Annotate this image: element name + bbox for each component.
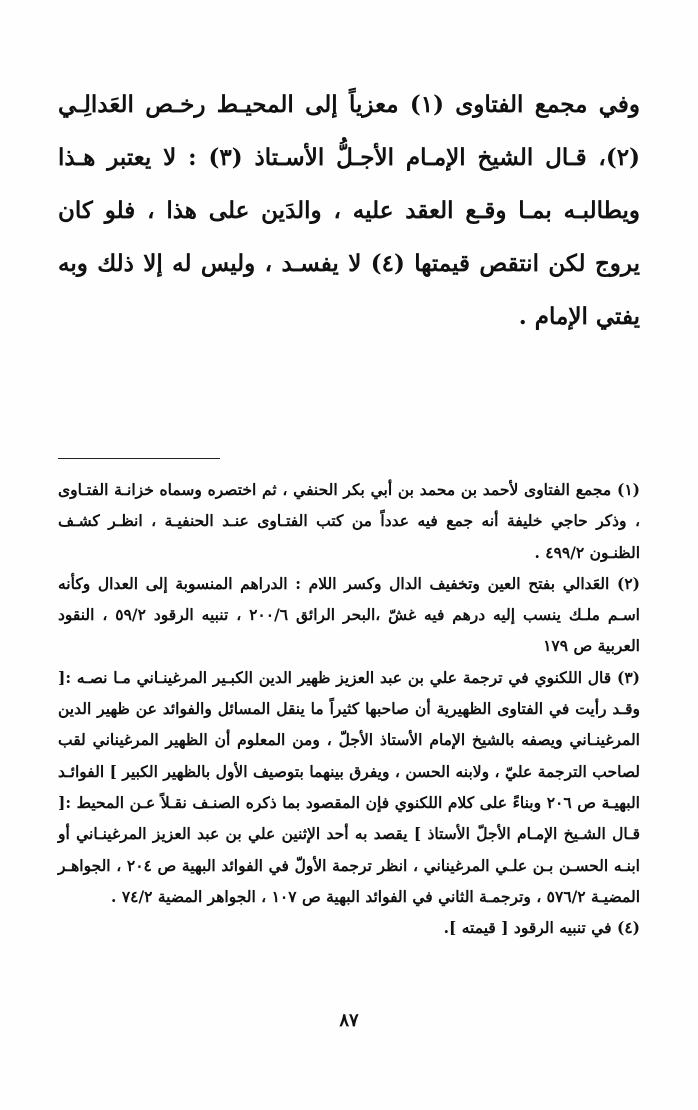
- page-number: ٨٧: [339, 1010, 359, 1031]
- footnote-3: (٣) قال اللكنوي في ترجمة علي بن عبد العزيز ظهير الدين الكبـير المرغينـاني مـا نصـه :[ وقـد رأيت في الفتاوى الظهيرية أن صاحبها كثيراً ما ينقل المسائل والفوائد عن ظهير الدين المرغينـاني ويصفه بالشيخ الإمام الأستاذ الأجلّ ، ومن المعلوم أن الظهير المرغيناني لقب لصاحب الترجمة عليّ ، ولابنه الحسن ، ويفرق بينهما بتوصيف الأول بالظهير الكبير ] الفوائـد البهيـة ص ٢٠٦ وبناءً على كلام اللكنوي فإن المقصود بما ذكره الصنـف نقـلاً عـن المحيط :[ قـال الشـيخ الإمـام الأجلّ الأستاذ ] يقصد به أحد الإثنين علي بن عبد العزيز المرغينـاني أو ابنـه الحسـن بـن علـي المرغيناني ، انظر ترجمة الأولّ في الفوائد البهية ص ٢٠٤ ، الجواهـر المضيـة ٥٧٦/٢ ، وترجمـة الثاني في الفوائد البهية ص ١٠٧ ، الجواهر المضية ٧٤/٢ .: [58, 667, 640, 906]
- footnote-separator: [58, 458, 220, 459]
- footnote-2: (٢) العَدالي بفتح العين وتخفيف الدال وكسر اللام : الدراهم المنسوبة إلى العدال وكأنه اسـم ملـك ينسب إليه درهم فيه غشّ ،البحر الرائق ٢٠٠/٦ ، تنبيه الرقود ٥٩/٢ ، النقود العربية ص ١٧٩: [58, 573, 640, 656]
- main-text: [58, 78, 640, 343]
- footnotes: [58, 474, 640, 943]
- main-paragraph: وفي مجمع الفتاوى (١) معزياً إلى المحيـط رخـص العَدالِـي (٢)، قـال الشيخ الإمـام الأجـلُّ الأسـتاذ (٣) : لا يعتبر هـذا ويطالبـه بمـا وقـع العقد عليه ، والدَين على هذا ، فلو كان يروج لكن انتقص قيمتها (٤) لا يفسـد ، وليس له إلا ذلك وبه يفتي الإمام .: [58, 91, 640, 330]
- footnote-4: (٤) في تنبيه الرقود [ قيمته ].: [443, 918, 640, 938]
- footnote-1: (١) مجمع الفتاوى لأحمد بن محمد بن أبي بكر الحنفي ، ثم اختصره وسماه خزانـة الفتـاوى ، وذكر حاجي خليفة أنه جمع فيه عدداً من كتب الفتـاوى عنـد الحنفيـة ، انظـر كشـف الظنـون ٤٩٩/٢ .: [58, 480, 640, 562]
